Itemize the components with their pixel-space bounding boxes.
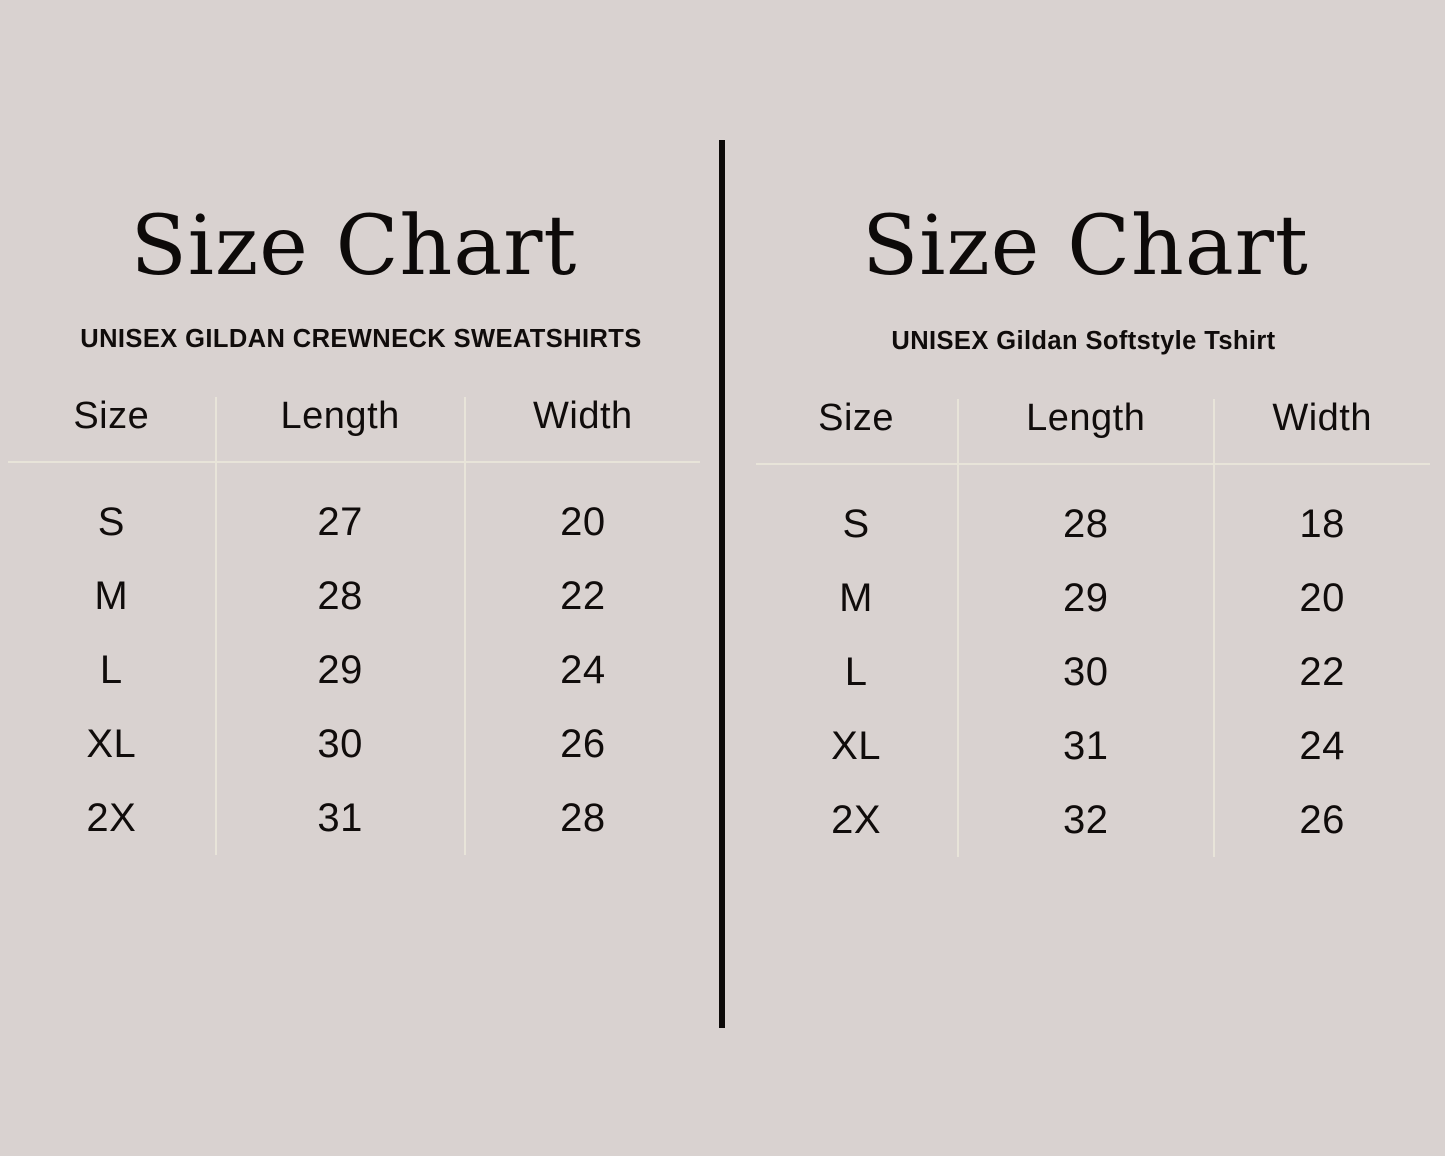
cell-size: S [756, 464, 958, 561]
page-title-left: Size Chart [130, 199, 578, 294]
cell-size: XL [756, 709, 958, 783]
page-title-right: Size Chart [862, 199, 1309, 294]
cell-width: 28 [560, 796, 606, 841]
column-header-size: Size [8, 397, 216, 462]
cell-size: L [8, 633, 216, 707]
column-header-length: Length [958, 399, 1214, 464]
cell-width: 24 [1299, 724, 1345, 769]
table-row [756, 464, 1430, 561]
table-row [8, 707, 700, 781]
table-row [8, 462, 700, 559]
cell-width: 22 [560, 574, 606, 619]
cell-width: 20 [560, 500, 606, 545]
cell-width: 18 [1299, 502, 1345, 547]
table-body-right [756, 464, 1430, 857]
table-row [756, 709, 1430, 783]
table-row [756, 635, 1430, 709]
cell-length: 31 [216, 781, 465, 855]
cell-width: 20 [1299, 576, 1345, 621]
column-header-width: Width [1272, 397, 1372, 440]
cell-size: M [8, 559, 216, 633]
cell-size: S [8, 462, 216, 559]
column-header-width: Width [533, 395, 633, 438]
table-header-row [8, 397, 700, 462]
table-row [8, 781, 700, 855]
size-chart-panel-sweatshirts [0, 0, 722, 1156]
cell-size: M [756, 561, 958, 635]
column-header-size: Size [756, 399, 958, 464]
table-row [8, 633, 700, 707]
column-header-length: Length [216, 397, 465, 462]
table-header-left [8, 397, 700, 462]
table-row [756, 783, 1430, 857]
table-body-left [8, 462, 700, 855]
table-header-row [756, 399, 1430, 464]
cell-width: 26 [560, 722, 606, 767]
cell-size: 2X [8, 781, 216, 855]
cell-length: 31 [958, 709, 1214, 783]
cell-size: L [756, 635, 958, 709]
size-table-tshirt [756, 399, 1430, 857]
cell-length: 28 [216, 559, 465, 633]
cell-size: XL [8, 707, 216, 781]
cell-length: 27 [216, 462, 465, 559]
size-chart-panel-tshirt [722, 0, 1445, 1156]
cell-size: 2X [756, 783, 958, 857]
table-row [756, 561, 1430, 635]
size-table-sweatshirts [8, 397, 700, 855]
table-row [8, 559, 700, 633]
chart-subtitle-left: UNISEX GILDAN CREWNECK SWEATSHIRTS [80, 325, 642, 353]
cell-length: 30 [216, 707, 465, 781]
cell-width: 22 [1299, 650, 1345, 695]
table-header-right [756, 399, 1430, 464]
cell-length: 28 [958, 464, 1214, 561]
chart-subtitle-right: UNISEX Gildan Softstyle Tshirt [891, 327, 1276, 355]
cell-width: 26 [1299, 798, 1345, 843]
cell-length: 29 [216, 633, 465, 707]
cell-length: 29 [958, 561, 1214, 635]
cell-length: 30 [958, 635, 1214, 709]
cell-width: 24 [560, 648, 606, 693]
cell-length: 32 [958, 783, 1214, 857]
